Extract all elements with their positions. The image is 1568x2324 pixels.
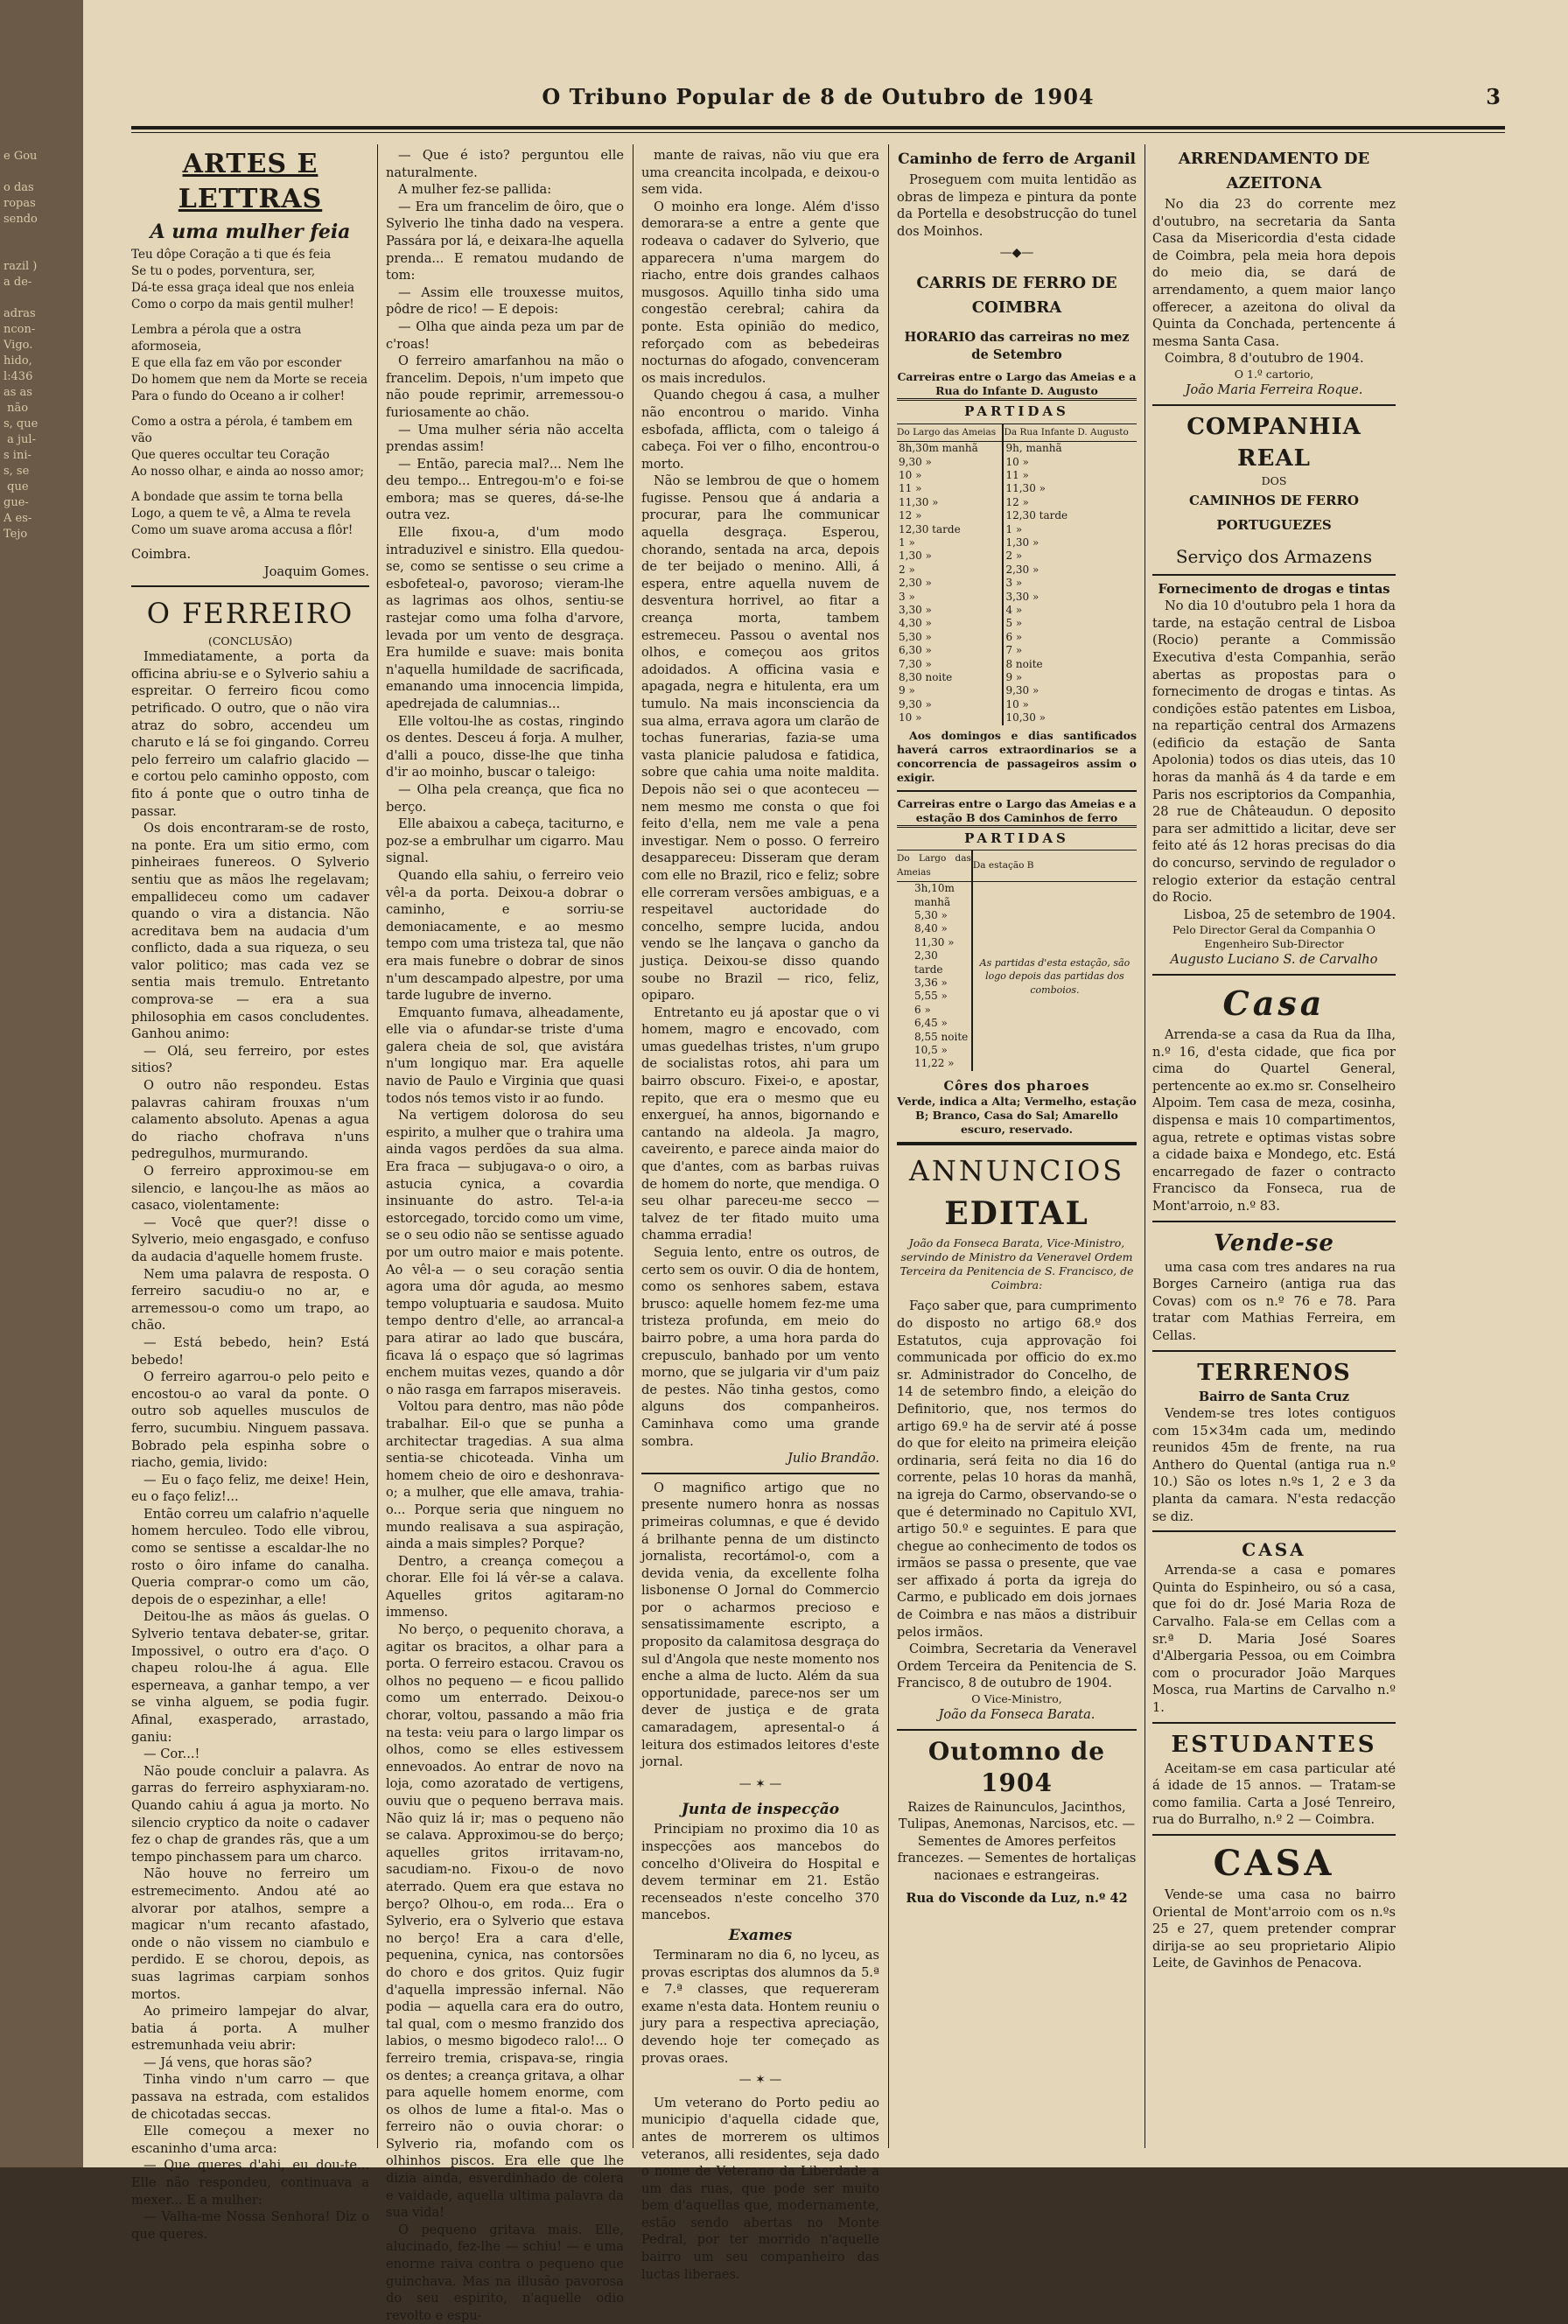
timetable-cell: 1 » [1003, 523, 1137, 536]
estudantes-text: Aceitam-se em casa particular até á idade de 15 annos. — Tratam-se como familia. Carta a José Tenreiro, rua do Burralho, n.º 2 — Coimbra. [1152, 1760, 1396, 1828]
timetable-cell: 4,30 » [899, 617, 932, 630]
timetable-cell: 11,22 » [914, 1057, 955, 1070]
paragraph: O pequeno gritava mais. Elle, alucinado, fez-lhe — schiu! — e uma enorme raiva contra o pequeno que guinchava. Mas na illusão pavorosa do seu espirito, n'aquelle odio revolto e espu- [386, 2222, 624, 2323]
timetable-row [897, 469, 1137, 482]
timetable-cell: 8 noite [1003, 658, 1137, 671]
header-rule [131, 126, 1505, 130]
paragraph: — Assim elle trouxesse muitos, pôdre de rico! — E depois: [386, 284, 624, 318]
previous-page-strip [0, 0, 83, 2167]
fornecimento-text: No dia 10 d'outubro pela 1 hora da tarde, na estação central de Lisboa (Rocio) perante a Commissão Executiva d'esta Companhia, serão abertas as propostas para o fornecimento de drogas e tintas. As condições estão patentes em Lisboa, na repartição central dos Armazens (edificio da estação de Santa Apolonia) todos os dias uteis, das 10 horas da manhã ás 4 da tarde e em Paris nos escriptorios da Companhia, 28 rue de Châteaudun. O deposito para ser admittido a licitar, deve ser feito até ás 12 horas precisas do dia do concurso, servindo de regulador o relogio exterior da estação central do Rocio. [1152, 598, 1396, 906]
column-1 [131, 147, 369, 2242]
timetable-cell: 10 » [899, 711, 922, 724]
story-continuation [386, 147, 624, 2324]
arganil-text: Proseguem com muita lentidão as obras de limpeza e pintura da ponte da Portella e desobstrucção do tunel dos Moinhos. [897, 172, 1137, 239]
paragraph: — Uma mulher séria não accelta prendas assim! [386, 422, 624, 455]
timetable-cell: 3 » [1003, 577, 1137, 590]
timetable-cell: 3,30 » [1003, 591, 1137, 604]
timetable-cell: 2,30 » [1003, 564, 1137, 577]
paragraph: Os dois encontraram-se de rosto, na ponte. Era um sitio ermo, com pinheiraes funereos. O Sylverio sentiu que as mãos lhe regelavam; empallideceu como um cadaver quando o vira a distancia. Não acreditava bem na audacia d'um conflicto, dada a sua riqueza, o seu valor politico; mas cada vez se sentia mais tremulo. Entretanto comprova-se — era a sua philosophia em casos concludentes. Ganhou animo: [131, 821, 369, 1042]
timetable-cell: 2 » [1003, 550, 1137, 563]
timetable-cell: 12,30 tarde [1003, 509, 1137, 522]
timetable-row [897, 442, 1137, 456]
section-title-artes: ARTES E LETTRAS [178, 149, 323, 214]
junta-title: Junta de inspecção [681, 1801, 840, 1819]
outomno-address: Rua do Visconde da Luz, n.º 42 [906, 1890, 1128, 1906]
timetable-cell: 9 » [899, 684, 915, 697]
column-divider [377, 144, 378, 2148]
route-1: Carreiras entre o Largo das Ameias e a Rua do Infante D. Augusto [897, 370, 1137, 398]
poem-line: Do homem que nem da Morte se receia [131, 373, 368, 387]
fornecimento-date: Lisboa, 25 de setembro de 1904. [1183, 906, 1396, 922]
timetable-head: Da estação B [972, 850, 1137, 881]
paragraph: — Você que quer?! disse o Sylverio, meio engasgado, e confuso da audacia d'aquelle homem fruste. [131, 1214, 369, 1264]
casa-3-text: Vende-se uma casa no bairro Oriental de Mont'arroio com os n.ºs 25 e 27, quem pretender comprar dirija-se ao seu proprietario Alipio Leite, de Gavinhos de Penacova. [1152, 1886, 1396, 1971]
timetable-cell: 3 » [899, 590, 915, 603]
edital-date: Coimbra, Secretaria da Veneravel Ordem Terceira da Penitencia de S. Francisco, 8 de outubro de 1904. [897, 1642, 1137, 1691]
timetable-row [897, 482, 1137, 495]
outomno-title: Outomno de 1904 [928, 1736, 1106, 1797]
paragraph: — Que é isto? perguntou elle naturalmente. [386, 148, 624, 180]
separator [131, 585, 369, 587]
timetable-cell: 7 » [1003, 644, 1137, 657]
timetable-cell: 2,30 tarde [914, 949, 943, 976]
azeitona-title: ARRENDAMENTO DE AZEITONA [1178, 150, 1370, 192]
paragraph: Não se lembrou de que o homem fugisse. Pensou que á andaria a procurar, para lhe communicar aquella desgraça. Esperou, chorando, sentada na arca, depois de ter beijado o menino. Alli, á espera, entre aquella nuvem de desventura horrivel, ao fitar a creança morta, tambem estremeceu. Passou o avental nos olhos, e começou aos gritos adoidados. A officina vasia e apagada, negra e hitulenta, era um tumulo. Na mais inconsciencia da sua alma, errava agora um clarão de tochas funerarias, fazia-se uma vasta planicie paludosa e fatidica, sobre que cahia uma noite maldita. Depois não sei o que aconteceu — nem mesmo me consta o que foi feito d'ella, nem me vale a pena investigar. Nem o posso. O ferreiro desappareceu: Disseram que deram com elle no Brazil, rico e feliz; sobre elle correram versões ambiguas, e a respeitavel auctoridade do concelho, sempre lucida, andou vendo se lhe lançava o gancho da justiça. Deixou-se disso quando soube no Brazil — rico, feliz, opiparo. [641, 473, 879, 1004]
paragraph: Quando chegou á casa, a mulher não encontrou o marido. Vinha esbofada, afflicta, com o taleigo á cabeça. Foi ver o filho, encontrou-o morto. [641, 388, 879, 472]
separator [1152, 574, 1396, 576]
separator [1152, 1350, 1396, 1352]
annuncios-title: ANNUNCIOS [908, 1154, 1125, 1188]
paragraph: A mulher fez-se pallida: [398, 182, 552, 198]
timetable-row [897, 577, 1137, 590]
paragraph: Ao primeiro lampejar do alvar, batia á porta. A mulher estremunhada veiu abrir: [131, 2004, 369, 2054]
route-2: Carreiras entre o Largo das Ameias e a estação B dos Caminhos de ferro [897, 796, 1137, 824]
timetable-head: Do Largo das Ameias [897, 850, 972, 881]
timetable-cell: 11,30 » [899, 495, 939, 508]
story-signature: Julio Brandão. [787, 1451, 879, 1466]
timetable-row [897, 644, 1137, 657]
story-title: O FERREIRO [146, 597, 354, 631]
ornament-separator: —◆— [999, 246, 1034, 261]
timetable-cell: 6 » [914, 1003, 931, 1016]
timetable-cell: 10 » [899, 468, 922, 481]
timetable-cell: 11,30 » [1003, 482, 1137, 495]
paragraph: — Já vens, que horas são? [144, 2054, 312, 2070]
paragraph: Elle começou a mexer no escaninho d'uma arca: [131, 2124, 369, 2156]
poem-line: Logo, a quem te vê, a Alma te revela [131, 507, 351, 521]
paragraph: Entretanto eu já apostar que o vi homem, magro e encovado, com umas guedelhas tristes, n'um grupo de socialistas rotos, ahi para um bairro obscuro. Fixei-o, e apostar, repito, que era o mesmo que eu enxergueí, ha annos, bigornando e cantando na aldeola. Ja magro, caveirento, e parece ainda maior do que d'antes, com as barbas ruivas de homem do norte, que mendiga. O seu olhar pareceu-me secco — talvez de ter fitado muito uma chamma erradia! [641, 1004, 879, 1243]
poem-line: A bondade que assim te torna bella [131, 490, 344, 504]
poem-line: Lembra a pérola que a ostra aformoseia, [131, 323, 302, 354]
companhia-title: COMPANHIA REAL [1186, 413, 1362, 472]
page-number: 3 [1486, 84, 1501, 109]
paragraph: Elle voltou-lhe as costas, ringindo os dentes. Desceu á forja. A mulher, d'alli a pouco, disse-lhe que tinha d'ir ao moinho, buscar o taleigo: [386, 713, 624, 780]
column-divider [633, 144, 634, 2148]
separator [1152, 1834, 1396, 1836]
poem-place: Coimbra. [131, 547, 192, 562]
story-ending [641, 147, 879, 1450]
paragraph: — Olha que ainda peza um par de c'roas! [386, 318, 624, 352]
separator [1152, 1530, 1396, 1532]
partidas-label: PARTIDAS [897, 398, 1137, 424]
edital-role: O Vice-Ministro, [971, 1692, 1062, 1706]
azeitona-role: O 1.º cartorio, [1234, 367, 1314, 381]
newspaper-title: O Tribuno Popular de 8 de Outubro de 1904 [542, 84, 1095, 109]
fornecimento-signature: Augusto Luciano S. de Carvalho [1170, 952, 1378, 968]
paragraph: Nem uma palavra de resposta. O ferreiro sacudiu-o no ar, e arremessou-o como um trapo, ao chão. [131, 1266, 369, 1334]
timetable-row [897, 496, 1137, 509]
timetable-cell: 10,30 » [1003, 711, 1137, 724]
poem-line: E que ella faz em vão por esconder [131, 356, 342, 370]
poem-line [131, 313, 369, 322]
junta-text: Principiam no proximo dia 10 as inspecções aos mancebos do concelho d'Oliveira do Hospital e devem terminar em 21. Estão recenseados n'este concelho 370 mancebos. [641, 1822, 879, 1923]
timetable-cell: 10,5 » [914, 1043, 948, 1056]
paragraph: Na vertigem dolorosa do seu espirito, a mulher que o trahira uma ainda vagos perdões da sua alma. Era fraca — subjugava-o o oiro, a astucia cynica, a covardia insinuante do astro. Tel-a-ia estorcegado, torcido como um vime, se o seu odio não se sentisse aguado por um outro maior e mais potente. Ao vêl-a — o seu coração sentia agora uma dôr aguda, ao mesmo tempo voluptuaria e saudosa. Muito tempo dentro d'elle, ao arrancal-a para atirar ao lado que buscára, ficava lá o espaço que só lagrimas enchem muitas vezes, quando a dôr o não rasga em farrapos miseraveis. [386, 1108, 624, 1397]
paragraph: Quando ella sahiu, o ferreiro veio vêl-a da porta. Deixou-a dobrar o caminho, e sorriu-se demoniacamente, e ao mesmo tempo com uma tristeza tal, que não era mais funebre o dobrar de sinos n'um descampado alpestre, por uma tarde lugubre de inverno. [386, 867, 624, 1004]
cores-text: Verde, indica a Alta; Vermelho, estação B; Branco, Casa do Sal; Amarello escuro, reservado. [897, 1095, 1137, 1137]
paragraph: No berço, o pequenito chorava, a agitar os bracitos, a olhar para a porta. O ferreiro estacou. Cravou os olhos no pequeno — e ficou pallido como um enterrado. Deixou-o chorar, voltou, passando a mão fria na testa: veiu para o largo limpar os olhos, como se elles estivessem ennevoados. Ao entrar de novo na loja, como azoratado de vertigens, ouviu que o pequeno berrava mais. Não quiz lá ir; mas o pequeno não se calava. Approximou-se do berço; aquelles gritos irritavam-no, sacudiam-no. Fixou-o de novo aterrado. Quem era que estava no berço? Olhou-o, em roda... Era o Sylverio, era o Sylverio que estava no berço! Era a cara d'elle, pequenina, cynica, nas contorsões do choro e dos gritos. Quiz fugir d'aquella impressão infernal. Não podia — aquella cara era do outro, tal qual, com o mesmo franzido dos labios, o mesmo bigodeco ralo!... O ferreiro tremia, crispava-se, ringia os dentes; a creança gritava, a olhar para aquelle homem enorme, com os olhos de lume a fital-o. Mas o ferreiro não o ouvia chorar: o Sylverio ria, mofando com os olhinhos piscos. Era elle que lhe dizia ainda, esverdinhado de colera e vaidade, aquella ultima palavra da sua vida! [386, 1622, 624, 2221]
ornament-separator: — ✶ — [738, 2073, 782, 2088]
timetable-cell: 9,30 » [1003, 684, 1137, 697]
timetable-cell: 7,30 » [899, 657, 932, 670]
casa-1-text: Arrenda-se a casa da Rua da Ilha, n.º 16, d'esta cidade, que fica por cima do Quartel General, pertencente ao ex.mo sr. Conselheiro Alpoim. Tem casa de meza, cosinha, dispensa e mais 10 compartimentos, agua, retrete e optimas vistas sobre a cidade baixa e Mondego, etc. Está encarregado de fazer o contracto Francisco da Fonseca, rua de Mont'arroio, n.º 83. [1152, 1027, 1396, 1214]
timetable-row [897, 698, 1137, 711]
timetable-cell: 3,30 » [899, 604, 932, 617]
timetable-row [897, 631, 1137, 644]
timetable-row [897, 509, 1137, 522]
terrenos-text: Vendem-se tres lotes contiguos com 15×34m cada um, medindo reunidos 45m de frente, na rua Anthero do Quental (antiga rua n.º 10.) São os lotes n.ºs 1, 2 e 3 da planta da camara. N'esta redacção se diz. [1152, 1406, 1396, 1524]
timetable-row [897, 684, 1137, 697]
previous-page-text: e Gou o das ropas sendo razil ) a de- adras ncon- Vigo. hido, l:436 as as não s, que a jul- s ini- s, se que gue- A es- Tejo [4, 150, 38, 541]
terrenos-subtitle: Bairro de Santa Cruz [1198, 1389, 1350, 1404]
separator [641, 1473, 879, 1474]
paragraph: Não houve no ferreiro um estremecimento. Andou até ao alvorar por atalhos, sempre a magicar n'um recanto afastado, onde o não vissem no ciambulo e perdido. E se chorou, depois, as suas lagrimas carpiam sonhos mortos. [131, 1866, 369, 2002]
paragraph: O ferreiro agarrou-o pelo peito e encostou-o ao varal da ponte. O outro sob aquelles musculos de ferro, sucumbiu. Ninguem passava. Bobrado pela espinha sobre o riacho, gemia, livido: [131, 1369, 369, 1471]
arganil-title: Caminho de ferro de Arganil [898, 150, 1136, 168]
paragraph: Elle fixou-a, d'um modo intraduzivel e sinistro. Ella quedou-se, como se sentisse o seu crime a esbofeteal-o, pavoroso; vieram-lhe as lagrimas aos olhos, sentiu-se rastejar como uma folha d'arvore, levada por um vento de desgraça. Era humilde e suave: mais bonita n'aquella humildade de sacrificada, emanando uma innocencia limpida, apedrejada de calumnias... [386, 525, 624, 711]
paragraph: O moinho era longe. Além d'isso demorara-se a entre a gente que rodeava o cadaver do Sylverio, que apparecera n'uma margem do riacho, entre dois grandes calhaos musgosos. Aquillo tinha sido uma congestão cerebral; cahira da ponte. Esta opinião do medico, reforçado com as bebedeiras nocturnas do afogado, convenceram os mais incredulos. [641, 199, 879, 386]
edital-body: Faço saber que, para cumprimento do disposto no artigo 68.º dos Estatutos, cuja approvação foi communicada por officio do ex.mo sr. Administrador do Concelho, de 14 de setembro findo, a eleição do Definitorio, que, nos termos do artigo 69.º ha de servir até á posse do que for eleito na primeira eleição ordinaria, será feita no dia 16 do corrente, pelas 10 horas da manhã, na igreja do Carmo, observando-se o que é determinado no Capitulo XVI, artigo 50.º e seguintes. E para que chegue ao conhecimento de todos os irmãos se passa o presente, que vae ser affixado á porta da igreja do Carmo, e publicado em dois jornaes de Coimbra e nas mãos a distribuir pelos irmãos. [897, 1298, 1137, 1640]
servico-title: Serviço dos Armazens [1175, 545, 1373, 567]
timetable-row [897, 617, 1137, 630]
timetable-cell: 10 » [1003, 456, 1137, 469]
timetable-cell: 5,30 » [899, 630, 932, 643]
timetable-cell: 12 » [1003, 496, 1137, 509]
timetable-cell: 9,30 » [899, 697, 932, 710]
partidas-label: PARTIDAS [897, 825, 1137, 851]
casa-1-title: Casa [1222, 984, 1326, 1023]
separator [897, 1142, 1137, 1145]
newspaper-page [83, 0, 1568, 2323]
timetable-cell: 8,40 » [914, 922, 948, 935]
timetable-row [897, 456, 1137, 469]
timetable-cell: 9h, manhã [1003, 442, 1137, 456]
timetable-cell: 1 » [899, 536, 915, 549]
timetable-row [897, 671, 1137, 684]
timetable-row [897, 550, 1137, 563]
azeitona-signature: João Maria Ferreira Roque. [1185, 382, 1363, 397]
poem-line: Teu dôpe Coração a ti que és feia [131, 248, 332, 262]
timetable-cell: 1,30 » [1003, 536, 1137, 550]
paragraph: O ferreiro amarfanhou na mão o francelim. Depois, n'um impeto que não poude reprimir, arremessou-o furiosamente ao chão. [386, 354, 624, 420]
paragraph: O outro não respondeu. Estas palavras cahiram frouxas n'um calamento absoluto. Apenas a agua do riacho chofrava n'uns pedregulhos, murmurando. [131, 1078, 369, 1162]
timetable-head: Do Largo das Ameias [897, 424, 1003, 442]
paragraph: — Cor...! [144, 1746, 200, 1762]
paragraph: Tinha vindo n'um carro — que passava na estrada, com estalidos de chicotadas seccas. [131, 2072, 369, 2122]
azeitona-date: Coimbra, 8 d'outubro de 1904. [1165, 351, 1364, 367]
timetable-cell: 8h,30m manhã [899, 442, 978, 455]
timetable-cell: 2,30 » [899, 577, 932, 590]
paragraph: Deitou-lhe as mãos ás guelas. O Sylverio tentava debater-se, gritar. Impossivel, o outro era d'aço. O chapeu rolou-lhe á agua. Elle esperneava, a ganhar tempo, a ver se vinha alguem, se podia fugir. Afinal, exasperado, arrastado, ganiu: [131, 1609, 369, 1745]
column-4 [897, 147, 1137, 2151]
timetable-cell: 12,30 tarde [899, 522, 961, 536]
timetable-cell: 5 » [1003, 617, 1137, 630]
timetable-cell: 8,30 noite [899, 671, 953, 684]
timetable-cell: 5,55 » [914, 990, 948, 1003]
separator [897, 1729, 1137, 1731]
poem-author: Joaquim Gomes. [263, 564, 369, 579]
separator [1152, 974, 1396, 976]
timetable-2 [897, 850, 1137, 1071]
timetable-1 [897, 424, 1137, 725]
separator [1152, 1221, 1396, 1222]
separator [897, 790, 1137, 792]
horario: HORARIO das carreiras no mez de Setembro [904, 329, 1130, 362]
exames-text: Terminaram no dia 6, no lyceu, as provas escriptas dos alumnos da 5.ª e 7.ª classes, que requereram exame n'esta data. Hontem reuniu o jury para a respectiva apreciação, devendo hoje ter começado as provas oraes. [641, 1947, 879, 2066]
timetable-cell: 6 » [1003, 631, 1137, 644]
timetable-note-vertical: As partidas d'esta estação, são logo depois das partidas dos comboios. [972, 882, 1137, 1071]
paragraph: — Olha pela creança, que fica no berço. [386, 781, 624, 815]
poem-line: Como o corpo da mais gentil mulher! [131, 298, 354, 312]
poem-line: Se tu o podes, porventura, ser, [131, 264, 316, 278]
timetable-cell: 11 » [899, 482, 922, 495]
timetable-cell: 2 » [899, 563, 915, 576]
poem-line: Como a ostra a pérola, é tambem em vão [131, 415, 353, 445]
poem-line [131, 405, 369, 414]
timetable-cell: 3h,10m manhã [914, 882, 955, 908]
header-rule-thin [131, 132, 1505, 133]
casa-2-title: CASA [1242, 1539, 1306, 1561]
timetable-row [897, 564, 1137, 577]
story-text [131, 648, 369, 2243]
timetable-note: Aos domingos e dias santificados haverá carros extraordinarios se a concorrencia de passageiros assim o exigir. [897, 728, 1137, 784]
poem-line [131, 480, 369, 489]
timetable-cell: 9 » [1003, 671, 1137, 684]
timetable-row [897, 523, 1137, 536]
vende-text: uma casa com tres andares na rua Borges Carneiro (antiga rua das Covas) com os n.º 76 e 78. Para tratar com Mathias Ferreira, em Cellas. [1152, 1259, 1396, 1343]
paragraph: Emquanto fumava, alheadamente, elle via o afundar-se triste d'uma galera cheia de sol, que avistára n'um longiquo mar. Era aquelle navio de Paulo e Virginia que quasi todos nós temos visto ir ao fundo. [386, 1004, 624, 1106]
veterano-text: Um veterano do Porto pediu ao municipio d'aquella cidade que, antes de morrerem os ultimos veteranos, alli residentes, seja dado o nome de Veterano da Liberdade a um das ruas, que pode ser muito bem d'aquellas que, modernamente, estão sendo abertas no Monte Pedral, por ter morrido n'aquelle bairro um seu companheiro das luctas liberaes. [641, 2095, 879, 2282]
story-subtitle: (CONCLUSÃO) [207, 634, 293, 648]
casa-2-text: Arrenda-se a casa e pomares Quinta do Espinheiro, ou só a casa, que foi do dr. José Maria Roza de Carvalho. Fala-se em Cellas com a sr.ª D. Maria José Soares d'Albergaria Pessoa, ou em Coimbra com o procurador João Marques Mosca, rua Martins de Carvalho n.º 1. [1152, 1563, 1396, 1715]
paragraph: Immediatamente, a porta da officina abriu-se e o Sylverio sahiu a espreitar. O ferreiro ficou como petrificado. O outro, que o não vira atraz do sobro, accendeu um charuto e lá se foi gingando. Correu pelo ferreiro um calafrio glacido — e cortou pelo caminho opposto, com fito á ponte que o outro tinha de passar. [131, 649, 369, 819]
paragraph: Então correu um calafrio n'aquelle homem herculeo. Todo elle vibrou, como se sentisse a escaldar-lhe no rosto o ôiro infame do canalha. Queria comprar-o como um cão, depois de o espezinhar, a elle! [131, 1506, 369, 1607]
column-divider [888, 144, 889, 2148]
column-2 [386, 147, 624, 2323]
paragraph: — Olá, seu ferreiro, por estes sitios? [131, 1043, 369, 1076]
paragraph: — Era um francelim de ôiro, que o Sylverio lhe tinha dado na vespera. Passára por lá, e deixara-lhe aquella prenda... E rematou mudando de tom: [386, 199, 624, 284]
paragraph: Voltou para dentro, mas não pôde trabalhar. Eil-o que se punha a architectar tragedias. A sua alma sentia-se chicoteada. Vinha um homem cheio de oiro e deshonrava-o; a mulher, que elle amava, trahia-o... Porque seria que ninguem no mundo realisava a sua aspiração, ainda a mais simples? Porque? [386, 1399, 624, 1552]
paragraph: — Eu o faço feliz, me deixe! Hein, eu o faço feliz!... [131, 1472, 369, 1505]
fornecimento-role: Pelo Director Geral da Companhia O Engenheiro Sub-Director [1172, 923, 1376, 951]
poem-line: Dá-te essa graça ideal que nos enleia [131, 281, 354, 295]
poem-line: Ao nosso olhar, e ainda ao nosso amor; [131, 465, 364, 479]
separator [1152, 404, 1396, 406]
paragraph: Não poude concluir a palavra. As garras do ferreiro asphyxiaram-no. Quando cahiu á agua ja morto. No silencio cryptico da noite o cadaver fez o chap de grandes rãs, que a um tempo pinchassem para um charco. [131, 1763, 369, 1865]
timetable-cell: 10 » [1003, 698, 1137, 711]
timetable-head: Da Rua Infante D. Augusto [1003, 424, 1137, 442]
paragraph: — Valha-me Nossa Senhora! Diz o que queres. [131, 2209, 369, 2242]
page-header [136, 84, 1501, 119]
timetable-cell: 11,30 » [914, 935, 955, 948]
timetable-cell: 6,45 » [914, 1017, 948, 1030]
edital-signature: João da Fonseca Barata. [938, 1707, 1096, 1723]
edital-intro: João da Fonseca Barata, Vice-Ministro, servindo de Ministro da Veneravel Ordem Terceira da Penitencia de S. Francisco, de Coimbra: [900, 1236, 1134, 1292]
timetable-row [897, 604, 1137, 617]
timetable-row [897, 658, 1137, 671]
paragraph: Dentro, a creança começou a chorar. Elle foi lá vêr-se a calava. Aquelles gritos agitaram-no immenso. [386, 1553, 624, 1620]
poem-line: Para o fundo do Oceano a ir colher! [131, 389, 345, 403]
poem [131, 247, 369, 539]
timetable-row [897, 711, 1137, 724]
timetable-cell: 4 » [1003, 604, 1137, 617]
poem-line: Que queres occultar teu Coração [131, 448, 330, 462]
timetable-cell: 3,36 » [914, 976, 948, 989]
separator [1152, 1722, 1396, 1724]
paragraph: — Está bebedo, hein? Está bebedo! [131, 1334, 369, 1368]
timetable-row [897, 591, 1137, 604]
timetable-cell: 9,30 » [899, 455, 932, 468]
paragraph: — Então, parecia mal?... Nem lhe deu tempo... Entregou-m'o e foi-se embora; mas se queres, dá-se-lhe outra vez. [386, 456, 624, 523]
timetable-cell: 12 » [899, 509, 922, 522]
timetable-cell: 6,30 » [899, 644, 932, 657]
poem-line: Como um suave aroma accusa a flôr! [131, 523, 354, 537]
timetable-row [897, 882, 1137, 909]
timetable-cell: 11 » [1003, 469, 1137, 482]
outomno-text: Raizes de Rainunculos, Jacinthos, Tulipas, Anemonas, Narcisos, etc. — Sementes de Amores perfeitos francezes. — Sementes de hortaliças nacionaes e estrangeiras. [897, 1799, 1137, 1883]
edital-title: EDITAL [944, 1195, 1089, 1233]
timetable-cell: 8,55 noite [914, 1030, 969, 1043]
carris-title: CARRIS DE FERRO DE COIMBRA [916, 273, 1117, 317]
column-5 [1152, 147, 1396, 2151]
article-note: O magnifico artigo que no presente numero honra as nossas primeiras columnas, e que é devido á brilhante penna de um distincto jornalista, recortámol-o, com a devida venia, da excellente folha lisbonense O Jornal do Commercio por o acharmos precioso e sensatissimamente escripto, a proposito da calamitosa desgraça do sul d'Angola que neste momento nos enche a alma de lucto. Além da sua opportunidade, parece-nos ser um dever de justiça e de grata camaradagem, apresental-o á leitura dos estimados leitores d'este jornal. [641, 1480, 879, 1770]
companhia-dos: DOS [1261, 473, 1287, 487]
casa-3-title: CASA [1213, 1842, 1335, 1884]
timetable-cell: 5,30 » [914, 908, 948, 921]
exames-title: Exames [728, 1926, 793, 1944]
paragraph: Seguia lento, entre os outros, de certo sem os ouvir. O dia de hontem, como os senhores sabem, estava brusco: aquelle homem fez-me uma tristeza profunda, em meio do bairro pobre, a uma hora parda do crepusculo, banhado por um vento morno, que se julgaria vir d'um paiz de pestes. Não tinha gestos, como alguns dos companheiros. Caminhava como uma grande sombra. [641, 1245, 879, 1449]
fornecimento-title: Fornecimento de drogas e tintas [1158, 581, 1390, 597]
paragraph: mante de raivas, não viu que era uma creancita incolpada, e deixou-o sem vida. [641, 148, 879, 198]
poem-title: A uma mulher feia [150, 220, 351, 243]
cores-title: Côres dos pharoes [943, 1078, 1090, 1094]
paragraph: Elle abaixou a cabeça, taciturno, e poz-se a embrulhar um cigarro. Mau signal. [386, 816, 624, 866]
paragraph: O ferreiro approximou-se em silencio, e lançou-lhe as mãos ao casaco, violentamente: [131, 1164, 369, 1214]
azeitona-text: No dia 23 do corrente mez d'outubro, na secretaria da Santa Casa da Misericordia d'esta cidade de Coimbra, pela meia hora depois do meio dia, se dará de arrendamento, a quem maior lanço offerecer, a azeitona do olival da Quinta da Conchada, pertencente á mesma Santa Casa. [1152, 197, 1396, 349]
vende-title: Vende-se [1214, 1229, 1334, 1256]
estudantes-title: ESTUDANTES [1171, 1731, 1377, 1758]
terrenos-title: TERRENOS [1197, 1359, 1351, 1386]
column-divider [1144, 144, 1145, 2148]
column-3 [641, 147, 879, 2282]
companhia-subtitle: CAMINHOS DE FERRO PORTUGUEZES [1189, 492, 1359, 533]
timetable-cell: 1,30 » [899, 550, 932, 563]
ornament-separator: — ✶ — [738, 1776, 782, 1791]
paragraph: — Que queres d'ahi, eu dou-te... Elle não respondeu, continuava a mexer... E a mulher: [131, 2158, 369, 2208]
timetable-row [897, 536, 1137, 550]
